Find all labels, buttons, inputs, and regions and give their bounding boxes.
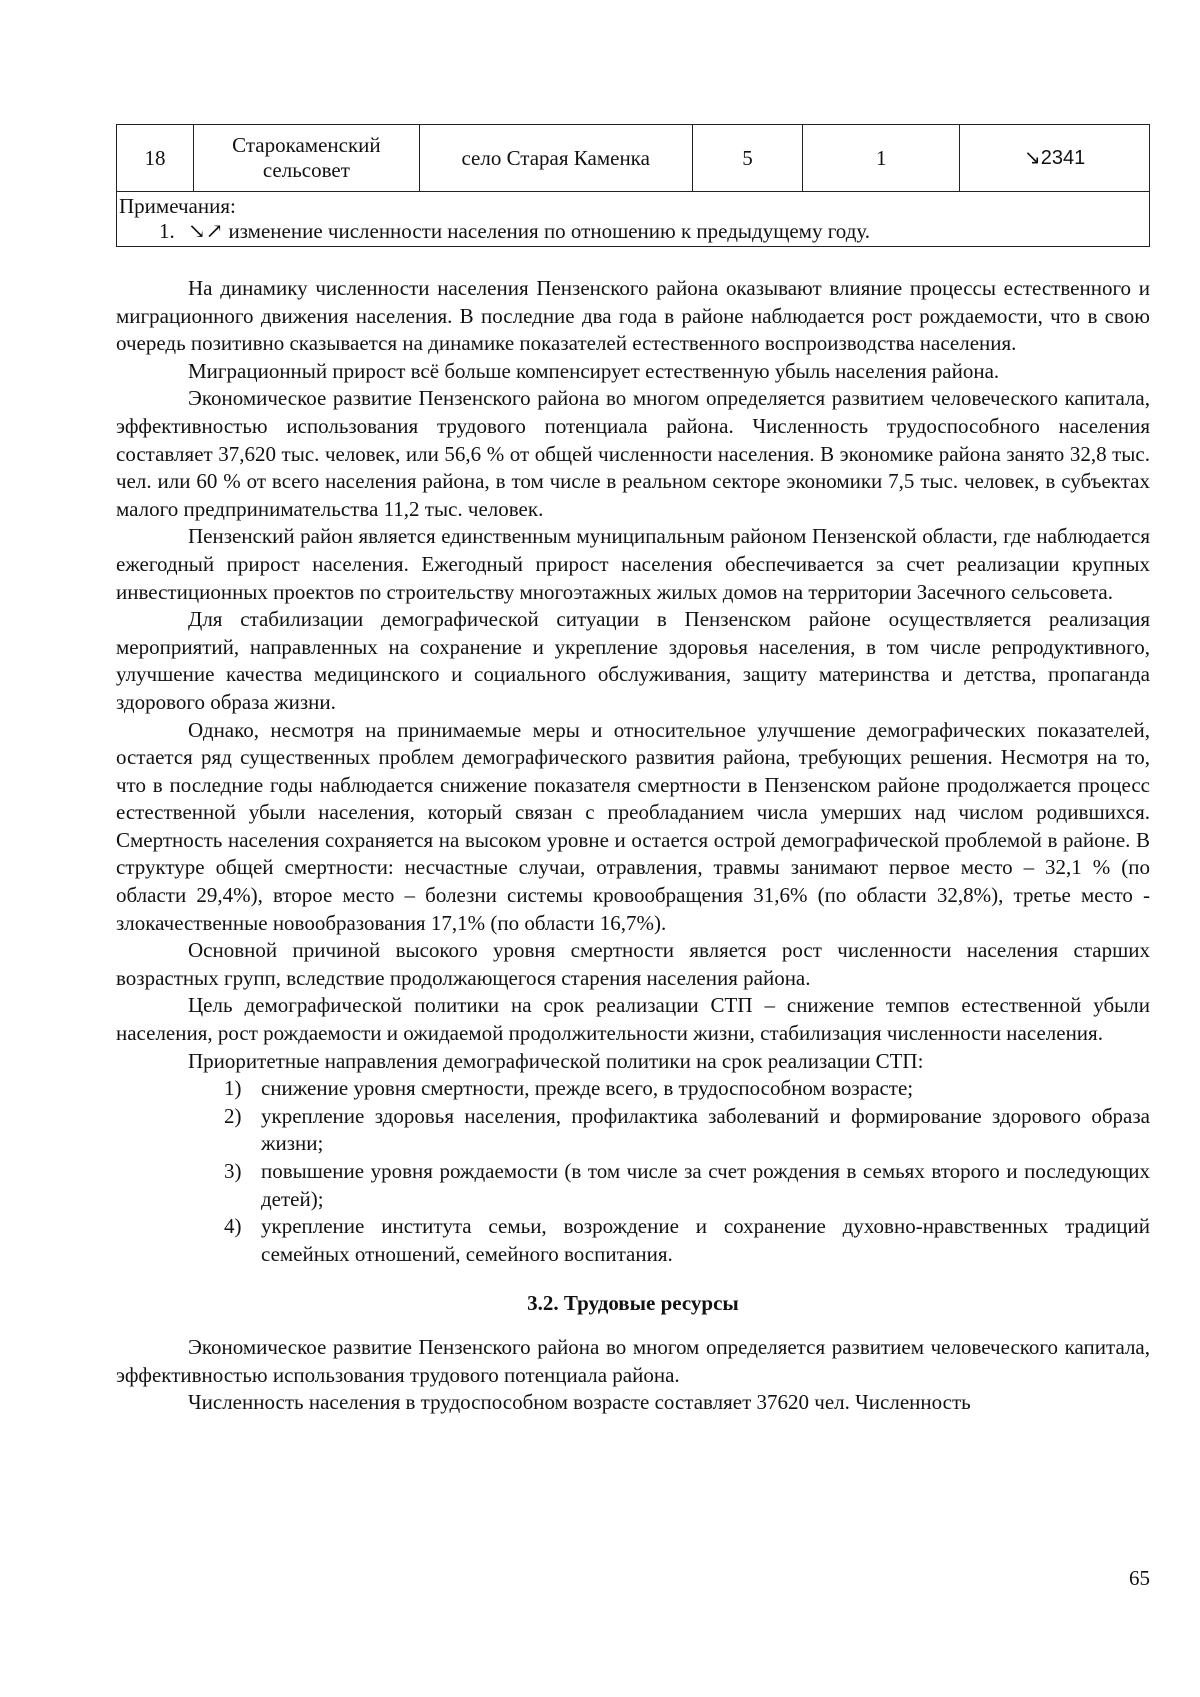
paragraph: Однако, несмотря на принимаемые меры и относительное улучшение демографических показателей, остается ряд существенных проблем демографического развития района, требующих решения. Несмотря на то, что в последние годы наблюдается снижение показателя смертности в Пензенском районе продолжается процесс естественной убыли населения, который связан с преобладанием числа умерших над числом родившихся. Смертность населения сохраняется на высоком уровне и остается острой демографической проблемой в районе. В структуре общей смертности: несчастные случаи, отравления, травмы занимают первое место – 32,1 % (по области 29,4%), второе место – болезни системы кровообращения 31,6% (по области 32,8%), третье место - злокачественные новообразования 17,1% (по области 16,7%). [116, 717, 1150, 935]
settlements-table [116, 124, 1150, 247]
priorities-list [116, 1075, 1150, 1268]
cell-col4: 5 [692, 125, 803, 192]
paragraph: Миграционный прирост всё больше компенсирует естественную убыль населения района. [188, 358, 1000, 383]
list-item [116, 1075, 1150, 1103]
table-row [117, 125, 1150, 192]
notes-cell [117, 192, 1150, 247]
section-heading: 3.2. Трудовые ресурсы [527, 1291, 739, 1316]
body-text [116, 275, 1150, 1417]
paragraph: На динамику численности населения Пензенского района оказывают влияние процессы естественного и миграционного движения населения. В последние два года в районе наблюдается рост рождаемости, что в свою очередь позитивно сказывается на динамике показателей естественного воспроизводства населения. [116, 276, 1150, 356]
list-item [116, 1213, 1150, 1268]
list-text: снижение уровня смертности, прежде всего, в трудоспособном возрасте; [261, 1076, 914, 1101]
population-cell: ↘2341 [960, 125, 1150, 192]
notes-title: Примечания: [119, 194, 236, 218]
paragraph: Экономическое развитие Пензенского района во многом определяется развитием человеческого капитала, эффективностью использования трудового потенциала района. Численность трудоспособного населения составляет 37,620 тыс. человек, или 56,6 % от общей численности населения. В экономике района занято 32,8 тыс. чел. или 60 % от всего населения района, в том числе в реальном секторе экономики 7,5 тыс. человек, в субъектах малого предпринимательства 11,2 тыс. человек. [116, 386, 1150, 521]
paragraph: Для стабилизации демографической ситуации в Пензенском районе осуществляется реализация мероприятий, направленных на сохранение и укрепление здоровья населения, в том числе репродуктивного, улучшение качества медицинского и социального обслуживания, защиту материнства и детства, пропаганда здорового образа жизни. [116, 607, 1150, 714]
list-number: 1) [224, 1076, 242, 1101]
list-text: повышение уровня рождаемости (в том числе за счет рождения в семьях второго и последующих детей); [261, 1159, 1150, 1211]
list-text: укрепление института семьи, возрождение и сохранение духовно-нравственных традиций семейных отношений, семейного воспитания. [261, 1214, 1150, 1266]
list-item [116, 1158, 1150, 1213]
paragraph: Приоритетные направления демографической политики на срок реализации СТП: [188, 1048, 924, 1073]
notes-row [117, 192, 1150, 247]
note-number: 1. [159, 219, 175, 243]
page-number: 65 [1129, 1566, 1150, 1590]
document-page [116, 124, 1150, 1417]
paragraph: Численность населения в трудоспособном возрасте составляет 37620 чел. Численность [188, 1390, 971, 1415]
settlement-name: село Старая Каменка [419, 125, 692, 192]
row-number: 18 [117, 125, 194, 192]
note-item [119, 219, 1147, 244]
council-name: Старокаменский сельсовет [193, 125, 419, 192]
cell-col5: 1 [803, 125, 960, 192]
note-text: ↘↗ изменение численности населения по отношению к предыдущему году. [188, 219, 871, 243]
list-item [116, 1103, 1150, 1158]
paragraph: Цель демографической политики на срок реализации СТП – снижение темпов естественной убыли населения, рост рождаемости и ожидаемой продолжительности жизни, стабилизация численности населения. [116, 993, 1150, 1046]
list-number: 2) [224, 1103, 242, 1128]
paragraph: Основной причиной высокого уровня смертности является рост численности населения старших возрастных групп, вследствие продолжающегося старения населения района. [116, 938, 1150, 990]
list-text: укрепление здоровья населения, профилактика заболеваний и формирование здорового образа жизни; [261, 1103, 1150, 1156]
list-number: 4) [224, 1214, 242, 1239]
list-number: 3) [224, 1159, 242, 1183]
paragraph: Экономическое развитие Пензенского района во многом определяется развитием человеческого капитала, эффективностью использования трудового потенциала района. [116, 1334, 1150, 1387]
paragraph: Пензенский район является единственным муниципальным районом Пензенской области, где наблюдается ежегодный прирост населения. Ежегодный прирост населения обеспечивается за счет реализации крупных инвестиционных проектов по строительству многоэтажных жилых домов на территории Засечного сельсовета. [116, 524, 1150, 604]
